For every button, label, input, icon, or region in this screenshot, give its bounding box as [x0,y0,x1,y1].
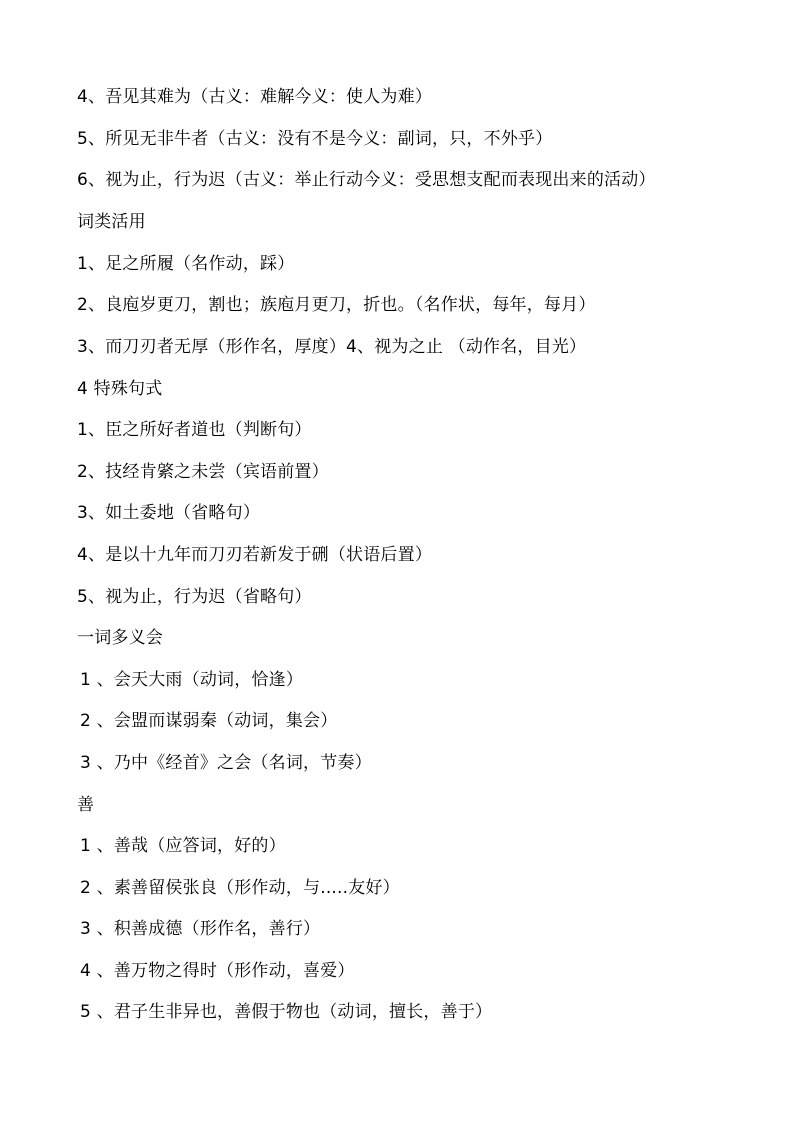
list-item: 3 、乃中《经首》之会（名词，节奏） [80,753,372,773]
section-heading: 词类活用 [77,212,146,232]
list-item: 2、技经肯綮之未尝（宾语前置） [77,462,329,482]
list-item: 5、所见无非牛者（古义：没有不是今义：副词，只，不外乎） [77,129,553,149]
list-item: 3 、积善成德（形作名，善行） [80,919,321,939]
section-heading: 一词多义会 [77,628,163,648]
list-item: 3、如土委地（省略句） [77,503,261,523]
list-item: 1、足之所履（名作动，踩） [77,254,295,274]
list-item: 1 、会天大雨（动词，恰逢） [80,670,304,690]
list-item: 6、视为止，行为迟（古义：举止行动今义：受思想支配而表现出来的活动） [77,170,656,190]
list-item: 2 、会盟而谋弱秦（动词，集会） [80,711,338,731]
list-item: 2、良庖岁更刀，割也；族庖月更刀，折也。（名作状，每年，每月） [77,295,596,315]
list-item: 4、是以十九年而刀刃若新发于硎（状语后置） [77,545,433,565]
section-heading: 善 [77,795,95,815]
list-item: 5、视为止，行为迟（省略句） [77,587,312,607]
list-item: 5 、君子生非异也，善假于物也（动词，擅长，善于） [80,1002,493,1022]
section-heading: 4 特殊句式 [77,379,163,399]
list-item: 1 、善哉（应答词，好的） [80,836,286,856]
list-item: 1、臣之所好者道也（判断句） [77,420,312,440]
list-item: 2 、素善留侯张良（形作动，与.....友好） [80,878,400,898]
list-item: 4 、善万物之得时（形作动，喜爱） [80,961,355,981]
list-item: 4、吾见其难为（古义：难解今义：使人为难） [77,87,433,107]
list-item: 3、而刀刃者无厚（形作名，厚度）4、视为之止 （动作名，目光） [77,337,587,357]
